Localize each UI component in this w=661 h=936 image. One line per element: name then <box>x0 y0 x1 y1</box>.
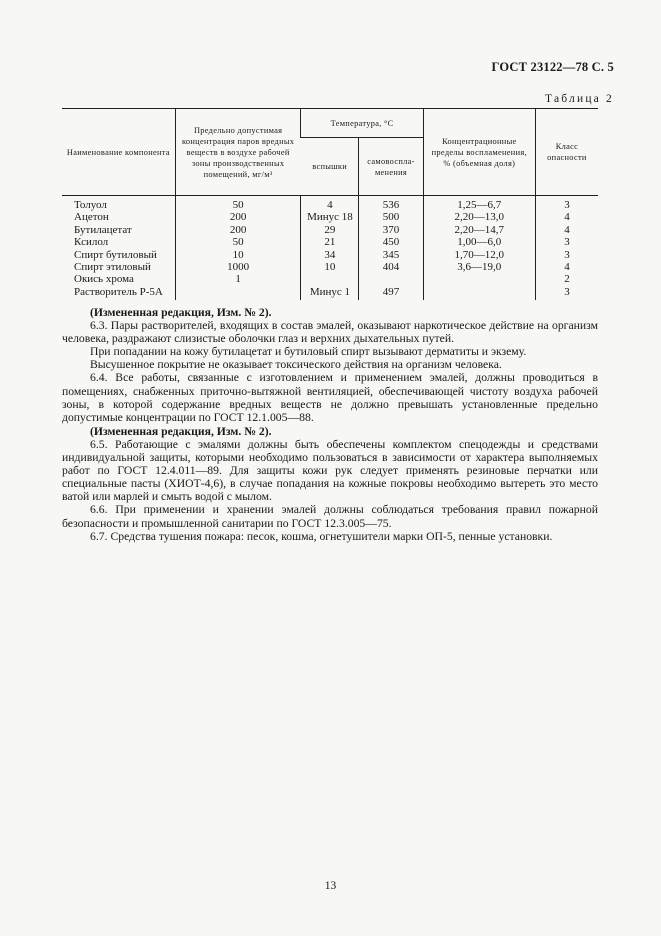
cell-limits <box>423 273 535 285</box>
cell-hazard: 3 <box>535 286 598 300</box>
cell-flash: 21 <box>301 236 359 248</box>
cell-limits: 2,20—13,0 <box>423 211 535 223</box>
cell-limits: 1,00—6,0 <box>423 236 535 248</box>
cell-auto: 536 <box>359 196 423 212</box>
cell-auto: 404 <box>359 261 423 273</box>
cell-name: Бутилацетат <box>74 223 132 236</box>
paragraph-6-6: 6.6. При применении и хранении эмалей должны соблюдаться требования правил пожарной безопасности и промышленной санитарии по ГОСТ 12.3.005—75. <box>62 503 598 530</box>
cell-limits <box>423 286 535 300</box>
cell-name: Окись хрома <box>74 273 134 286</box>
cell-name: Спирт бутиловый <box>74 248 157 261</box>
cell-flash: 4 <box>301 196 359 212</box>
page-number: 13 <box>324 880 337 892</box>
document-header: ГОСТ 23122—78 С. 5 <box>491 60 614 74</box>
table-row <box>62 249 598 261</box>
cell-hazard: 4 <box>535 211 598 223</box>
cell-hazard: 4 <box>535 261 598 273</box>
cell-auto: 450 <box>359 236 423 248</box>
cell-hazard: 3 <box>535 196 598 212</box>
cell-pdk: 50 <box>175 196 301 212</box>
paragraph-6-3: 6.3. Пары растворителей, входящих в состав эмалей, оказывают наркотическое действие на организм человека, раздражают слизистые оболочки глаз и верхних дыхательных путей. <box>62 319 598 346</box>
hazard-table <box>62 108 598 300</box>
cell-flash: Минус 1 <box>301 286 359 300</box>
cell-name: Растворитель Р-5А <box>74 285 163 298</box>
cell-limits: 1,25—6,7 <box>423 196 535 212</box>
cell-pdk: 10 <box>175 249 301 261</box>
cell-hazard: 3 <box>535 249 598 261</box>
body-text <box>62 305 598 543</box>
col-header-limits: Концентрационные пределы воспламенения, % (объемная доля) <box>423 109 535 196</box>
cell-name: Ксилол <box>74 236 109 249</box>
cell-pdk: 1000 <box>175 261 301 273</box>
cell-auto: 370 <box>359 224 423 236</box>
edit-note: (Измененная редакция, Изм. № 2). <box>90 306 272 319</box>
col-header-hazard: Класс опасности <box>535 109 598 196</box>
cell-name: Ацетон <box>74 211 109 224</box>
cell-flash: 29 <box>301 224 359 236</box>
cell-name: Спирт этиловый <box>74 261 151 274</box>
table-caption: Таблица 2 <box>545 93 614 105</box>
table-row <box>62 286 598 300</box>
cell-pdk: 50 <box>175 236 301 248</box>
cell-pdk: 200 <box>175 211 301 223</box>
cell-name: Толуол <box>74 199 107 211</box>
cell-pdk <box>175 286 301 300</box>
cell-flash <box>301 273 359 285</box>
col-header-temperature: Температура, °С <box>301 109 423 138</box>
table-row <box>62 196 598 212</box>
paragraph-6-4: 6.4. Все работы, связанные с изготовлением и применением эмалей, должны проводиться в помещениях, снабженных приточно-вытяжной вентиляцией, обеспечивающей чистоту воздуха рабочей зоны, в которой содержание вредных веществ не должно превышать установленные предельно допустимые концентрации по ГОСТ 12.1.005—88. <box>62 371 598 424</box>
paragraph-6-5: 6.5. Работающие с эмалями должны быть обеспечены комплектом спецодежды и средствами индивидуальной защиты, которыми необходимо пользоваться в зависимости от характера выполняемых работ по ГОСТ 12.4.011—89. Для защиты кожи рук следует применять резиновые перчатки или специальные пасты (ХИОТ-4,6), в случае попадания на кожные покровы необходимо вытереть это место ватой или марлей и смыть водой с мылом. <box>62 437 598 504</box>
cell-auto <box>359 273 423 285</box>
cell-limits: 2,20—14,7 <box>423 224 535 236</box>
cell-pdk: 1 <box>175 273 301 285</box>
cell-flash: Минус 18 <box>301 211 359 223</box>
table-row <box>62 224 598 236</box>
cell-hazard: 3 <box>535 236 598 248</box>
col-header-name: Наименование компонента <box>62 109 175 196</box>
paragraph-6-3-coating: Высушенное покрытие не оказывает токсического действия на организм человека. <box>90 358 502 372</box>
edit-note: (Измененная редакция, Изм. № 2). <box>90 424 272 438</box>
cell-auto: 500 <box>359 211 423 223</box>
cell-limits: 3,6—19,0 <box>423 261 535 273</box>
cell-hazard: 4 <box>535 224 598 236</box>
col-header-pdk: Предельно допустимая концентрация паров вредных веществ в воздухе рабочей зоны производственных помещений, мг/м³ <box>175 109 301 196</box>
table-row <box>62 211 598 223</box>
table-row <box>62 273 598 285</box>
cell-auto: 497 <box>359 286 423 300</box>
cell-flash: 34 <box>301 249 359 261</box>
col-header-flash: вспышки <box>301 138 359 196</box>
table-row <box>62 236 598 248</box>
cell-auto: 345 <box>359 249 423 261</box>
cell-limits: 1,70—12,0 <box>423 249 535 261</box>
cell-flash: 10 <box>301 261 359 273</box>
col-header-autoignition: самовоспла-менения <box>359 138 423 196</box>
cell-hazard: 2 <box>535 273 598 285</box>
cell-pdk: 200 <box>175 224 301 236</box>
table-row <box>62 261 598 273</box>
paragraph-6-7: 6.7. Средства тушения пожара: песок, кошма, огнетушители марки ОП-5, пенные установки. <box>90 529 553 543</box>
paragraph-6-3-skin: При попадании на кожу бутилацетат и бутиловый спирт вызывают дерматиты и экзему. <box>90 345 527 359</box>
